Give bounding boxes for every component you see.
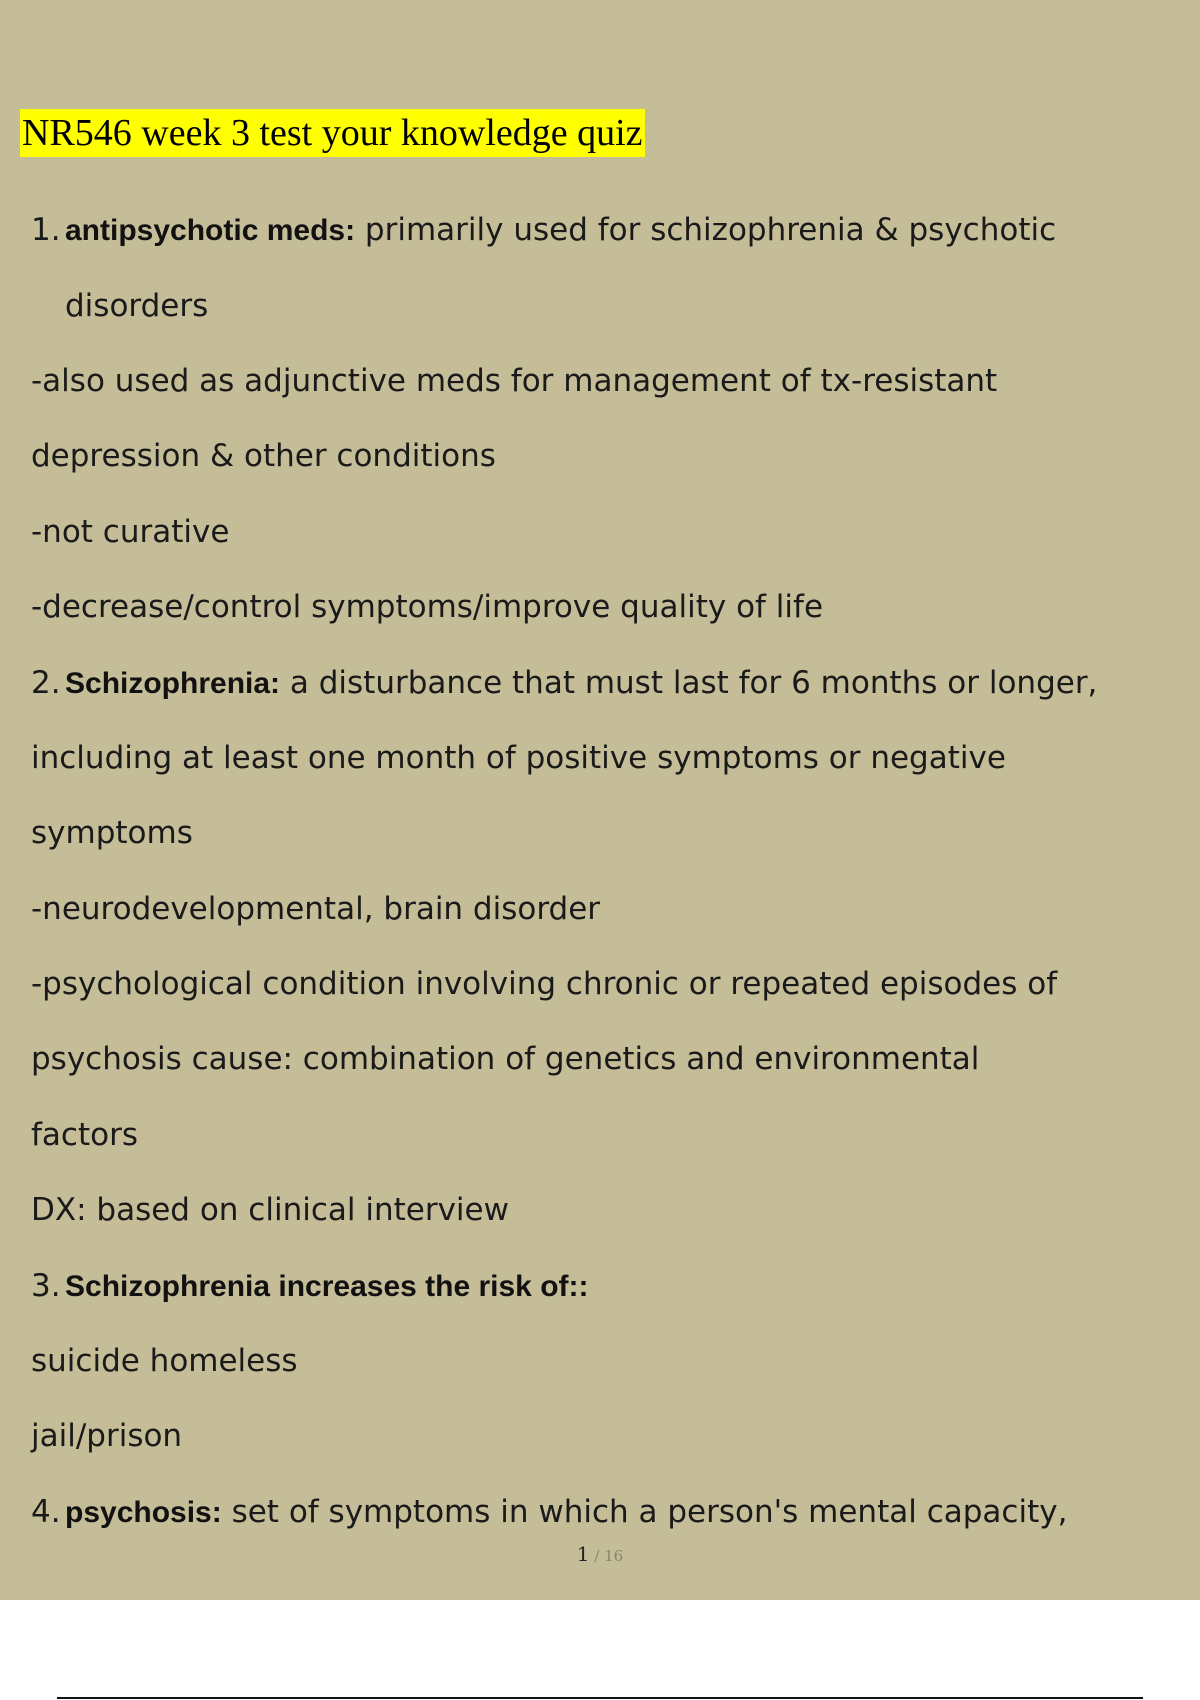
item-number: 1. (31, 212, 61, 248)
item-line: -neurodevelopmental, brain disorder (31, 891, 601, 927)
item-line: symptoms (31, 815, 193, 851)
item-line: -also used as adjunctive meds for management of tx-resistant (31, 363, 998, 399)
item-line: -decrease/control symptoms/improve quality of life (31, 589, 824, 625)
total-pages: / 16 (589, 1547, 624, 1565)
item-definition: primarily used for schizophrenia & psychotic (355, 212, 1057, 248)
current-page-number: 1 (576, 1542, 590, 1566)
item-line: jail/prison (31, 1418, 183, 1454)
item-number: 4. (31, 1494, 61, 1530)
item-term: antipsychotic meds: (65, 214, 356, 247)
item-line: -not curative (31, 514, 230, 550)
item-line: depression & other conditions (31, 438, 496, 474)
item-line: factors (31, 1117, 138, 1153)
item-line: -psychological condition involving chronic or repeated episodes of (31, 966, 1058, 1002)
list-item (31, 210, 1056, 251)
item-term: Schizophrenia increases the risk of:: (65, 1270, 589, 1303)
item-number: 3. (31, 1268, 61, 1304)
list-item (31, 1492, 1067, 1533)
item-definition: set of symptoms in which a person's mental capacity, (221, 1494, 1068, 1530)
page-indicator (0, 1542, 1200, 1568)
list-item (31, 1266, 589, 1307)
item-term: Schizophrenia: (65, 667, 281, 700)
item-line: including at least one month of positive symptoms or negative (31, 740, 1006, 776)
page-divider (57, 1697, 1143, 1699)
item-line: psychosis cause: combination of genetics and environmental (31, 1041, 980, 1077)
item-continuation: disorders (65, 288, 209, 324)
item-definition: a disturbance that must last for 6 months or longer, (280, 665, 1098, 701)
item-number: 2. (31, 665, 61, 701)
item-term: psychosis: (65, 1496, 222, 1529)
document-title: NR546 week 3 test your knowledge quiz (20, 109, 645, 157)
item-line: suicide homeless (31, 1343, 298, 1379)
item-line: DX: based on clinical interview (31, 1192, 509, 1228)
list-item (31, 663, 1097, 704)
